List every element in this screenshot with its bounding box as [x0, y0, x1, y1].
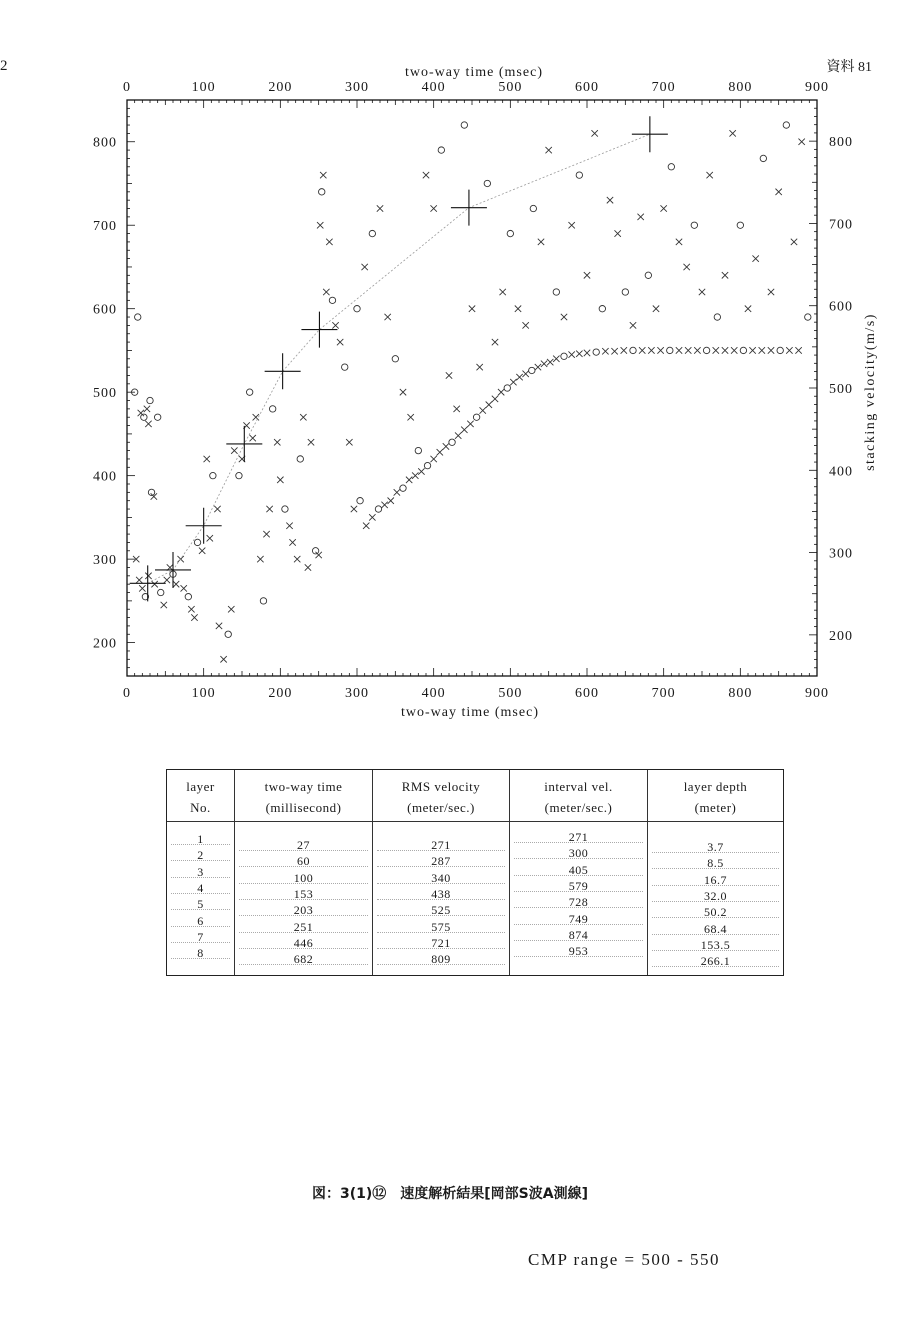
interval-vel-cell: 271 [510, 830, 647, 844]
semblance-point-cross [145, 573, 151, 579]
semblance-point-cross [286, 523, 292, 529]
rms-velocity-cell: 809 [373, 952, 509, 966]
velocity-pick-marker [632, 116, 668, 152]
semblance-point-circle [783, 122, 789, 128]
semblance-point-cross [181, 585, 187, 591]
page-label-right: 資料 81 [826, 60, 872, 75]
semblance-point-cross [430, 456, 436, 462]
semblance-point-cross [305, 564, 311, 570]
two-way-time-cell: 100 [235, 871, 372, 885]
semblance-point-cross [699, 289, 705, 295]
semblance-point-cross [657, 347, 663, 353]
two-way-time-cell: 27 [235, 838, 372, 852]
two-way-time-cell: 446 [235, 936, 372, 950]
semblance-point-cross [332, 322, 338, 328]
semblance-point-cross [795, 347, 801, 353]
semblance-point-cross [407, 414, 413, 420]
semblance-point-circle [740, 347, 746, 353]
semblance-point-circle [194, 539, 200, 545]
semblance-point-cross [541, 361, 547, 367]
semblance-point-cross [204, 456, 210, 462]
x-tick-label-bottom: 500 [498, 686, 523, 701]
semblance-point-circle [530, 205, 536, 211]
semblance-point-circle [158, 589, 164, 595]
semblance-point-cross [144, 406, 150, 412]
two-way-time-cell: 251 [235, 920, 372, 934]
semblance-point-cross [498, 389, 504, 395]
semblance-point-circle [135, 314, 141, 320]
two-way-time-cell: 60 [235, 854, 372, 868]
semblance-point-circle [691, 222, 697, 228]
y-axis-label-right: stacking velocity(m/s) [863, 313, 878, 471]
interval-vel-cell: 579 [510, 879, 647, 893]
layer-no-cell: 6 [167, 914, 234, 928]
layer-depth-cell: 153.5 [648, 938, 783, 952]
page-number-left: 2 [0, 58, 8, 74]
semblance-point-cross [363, 523, 369, 529]
semblance-point-circle [553, 289, 559, 295]
semblance-point-cross [713, 347, 719, 353]
layer-no-cell: 5 [167, 897, 234, 911]
semblance-point-cross [553, 356, 559, 362]
semblance-point-circle [484, 180, 490, 186]
x-tick-label-bottom: 0 [123, 686, 131, 701]
semblance-point-circle [236, 472, 242, 478]
semblance-point-cross [515, 305, 521, 311]
semblance-point-circle [424, 462, 430, 468]
semblance-point-circle [210, 472, 216, 478]
semblance-point-circle [667, 347, 673, 353]
header-layer-no: layer No. [167, 770, 235, 822]
semblance-point-cross [369, 514, 375, 520]
x-axis-label-top: two-way time (msec) [405, 65, 543, 80]
y-tick-label-left: 700 [93, 219, 117, 235]
semblance-point-cross [591, 130, 597, 136]
semblance-point-cross [216, 623, 222, 629]
layer-no-cell: 2 [167, 848, 234, 862]
semblance-point-cross [791, 239, 797, 245]
semblance-point-circle [147, 397, 153, 403]
x-axis-label-bottom: two-way time (msec) [401, 705, 539, 720]
semblance-point-cross [568, 351, 574, 357]
semblance-point-cross [706, 172, 712, 178]
x-ticks-top [123, 80, 829, 108]
two-way-time-cell: 153 [235, 887, 372, 901]
semblance-point-cross [486, 401, 492, 407]
semblance-point-cross [145, 421, 151, 427]
semblance-point-cross [220, 656, 226, 662]
semblance-point-circle [645, 272, 651, 278]
semblance-point-circle [246, 389, 252, 395]
semblance-point-cross [136, 577, 142, 583]
semblance-point-cross [676, 347, 682, 353]
semblance-point-circle [369, 230, 375, 236]
x-ticks-bottom [123, 668, 829, 701]
semblance-point-circle [329, 297, 335, 303]
semblance-point-circle [297, 456, 303, 462]
semblance-point-cross [660, 205, 666, 211]
x-tick-label-top: 200 [268, 80, 293, 95]
semblance-point-cross [164, 577, 170, 583]
two-way-time-cell: 682 [235, 952, 372, 966]
y-tick-label-right: 700 [829, 217, 853, 233]
semblance-point-circle [668, 164, 674, 170]
semblance-point-cross [522, 322, 528, 328]
semblance-point-circle [593, 349, 599, 355]
semblance-point-circle [449, 439, 455, 445]
x-tick-label-bottom: 200 [268, 686, 293, 701]
semblance-point-circle [599, 305, 605, 311]
semblance-point-cross [412, 472, 418, 478]
rms-velocity-cell: 271 [373, 838, 509, 852]
plot-frame [127, 100, 817, 676]
semblance-point-cross [676, 239, 682, 245]
x-tick-label-bottom: 400 [421, 686, 446, 701]
semblance-point-circle [415, 447, 421, 453]
y-tick-label-right: 500 [829, 382, 853, 397]
semblance-point-cross [346, 439, 352, 445]
semblance-point-cross [492, 339, 498, 345]
layer-depth-cell: 3.7 [648, 840, 783, 854]
semblance-point-cross [614, 230, 620, 236]
semblance-point-circle [507, 230, 513, 236]
semblance-point-cross [263, 531, 269, 537]
semblance-point-circle [357, 497, 363, 503]
semblance-point-cross [406, 477, 412, 483]
layer-table [166, 769, 784, 976]
semblance-point-cross [480, 407, 486, 413]
column-rms-velocity [373, 822, 510, 975]
column-interval-vel [510, 822, 648, 975]
interval-vel-cell: 300 [510, 846, 647, 860]
x-tick-label-bottom: 100 [191, 686, 216, 701]
semblance-point-circle [777, 347, 783, 353]
semblance-point-cross [516, 374, 522, 380]
layer-depth-cell: 8.5 [648, 856, 783, 870]
semblance-point-cross [648, 347, 654, 353]
interval-vel-cell: 728 [510, 895, 647, 909]
semblance-point-circle [392, 356, 398, 362]
column-two-way-time [235, 822, 373, 975]
y-tick-label-right: 600 [829, 299, 853, 315]
semblance-point-cross [602, 348, 608, 354]
semblance-point-cross [337, 339, 343, 345]
semblance-point-cross [729, 130, 735, 136]
rms-velocity-cell: 287 [373, 854, 509, 868]
semblance-point-cross [300, 414, 306, 420]
cmp-range: CMP range = 500 - 550 [528, 1250, 721, 1269]
semblance-point-cross [326, 239, 332, 245]
semblance-point-circle [529, 367, 535, 373]
semblance-point-cross [535, 364, 541, 370]
semblance-point-cross [611, 348, 617, 354]
y-tick-label-left: 500 [93, 386, 117, 402]
semblance-point-cross [621, 347, 627, 353]
semblance-point-cross [274, 439, 280, 445]
velocity-pick-marker [155, 552, 191, 588]
semblance-point-circle [154, 414, 160, 420]
semblance-point-cross [607, 197, 613, 203]
velocity-pick-marker [265, 353, 301, 389]
rms-velocity-cell: 575 [373, 920, 509, 934]
semblance-point-cross [510, 379, 516, 385]
semblance-point-circle [354, 305, 360, 311]
semblance-point-cross [469, 305, 475, 311]
semblance-point-cross [384, 314, 390, 320]
semblance-point-cross [547, 359, 553, 365]
semblance-point-cross [775, 189, 781, 195]
semblance-point-cross [749, 347, 755, 353]
semblance-point-cross [231, 447, 237, 453]
semblance-point-circle [473, 414, 479, 420]
semblance-point-circle [805, 314, 811, 320]
semblance-point-cross [461, 427, 467, 433]
semblance-point-cross [568, 222, 574, 228]
semblance-point-cross [653, 305, 659, 311]
semblance-point-cross [683, 264, 689, 270]
semblance-point-cross [430, 205, 436, 211]
semblance-point-cross [584, 272, 590, 278]
semblance-point-cross [308, 439, 314, 445]
semblance-point-cross [207, 535, 213, 541]
velocity-pick-marker [301, 312, 337, 348]
velocity-pick-marker [451, 190, 487, 226]
layer-depth-cell: 32.0 [648, 889, 783, 903]
semblance-point-cross [561, 314, 567, 320]
semblance-point-cross [722, 272, 728, 278]
velocity-pick-marker [226, 426, 262, 462]
layer-no-cell: 7 [167, 930, 234, 944]
interval-vel-cell: 749 [510, 912, 647, 926]
rms-velocity-cell: 721 [373, 936, 509, 950]
semblance-point-cross [161, 602, 167, 608]
semblance-point-cross [731, 347, 737, 353]
semblance-point-cross [722, 347, 728, 353]
y-tick-label-left: 200 [93, 636, 117, 652]
semblance-point-cross [423, 172, 429, 178]
x-tick-label-bottom: 300 [345, 686, 369, 701]
header-layer-depth: layer depth (meter) [648, 770, 783, 822]
semblance-point-cross [388, 497, 394, 503]
layer-depth-cell: 16.7 [648, 873, 783, 887]
semblance-point-circle [630, 347, 636, 353]
semblance-point-cross [151, 581, 157, 587]
x-tick-label-top: 500 [498, 80, 523, 95]
semblance-point-circle [375, 506, 381, 512]
two-way-time-cell: 203 [235, 903, 372, 917]
x-tick-label-top: 900 [805, 80, 829, 95]
semblance-point-cross [394, 489, 400, 495]
semblance-point-cross [476, 364, 482, 370]
semblance-point-cross [400, 389, 406, 395]
semblance-point-circle [703, 347, 709, 353]
y-ticks-left [93, 100, 135, 668]
semblance-point-circle [400, 485, 406, 491]
semblance-point-circle [141, 414, 147, 420]
semblance-point-cross [685, 347, 691, 353]
x-tick-label-bottom: 800 [728, 686, 753, 701]
column-layer-depth [648, 822, 783, 975]
semblance-point-circle [185, 593, 191, 599]
semblance-point-circle [282, 506, 288, 512]
y-tick-label-left: 600 [93, 302, 117, 318]
semblance-point-cross [139, 585, 145, 591]
y-tick-label-right: 400 [829, 464, 853, 480]
semblance-point-circle [438, 147, 444, 153]
x-tick-label-bottom: 600 [575, 686, 599, 701]
x-tick-label-top: 700 [651, 80, 676, 95]
semblance-point-cross [289, 539, 295, 545]
rms-velocity-cell: 340 [373, 871, 509, 885]
semblance-point-circle [269, 406, 275, 412]
semblance-point-cross [320, 172, 326, 178]
semblance-point-cross [768, 347, 774, 353]
semblance-point-cross [576, 351, 582, 357]
column-layer-no [167, 822, 235, 975]
semblance-point-cross [228, 606, 234, 612]
semblance-point-cross [361, 264, 367, 270]
x-tick-label-bottom: 900 [805, 686, 829, 701]
y-ticks-right [809, 100, 853, 668]
semblance-point-cross [694, 347, 700, 353]
semblance-point-cross [257, 556, 263, 562]
semblance-point-cross [584, 350, 590, 356]
semblance-point-cross [786, 347, 792, 353]
semblance-point-cross [199, 548, 205, 554]
x-tick-label-bottom: 700 [651, 686, 676, 701]
semblance-point-cross [637, 214, 643, 220]
layer-no-cell: 1 [167, 832, 234, 846]
semblance-point-circle [312, 548, 318, 554]
semblance-point-cross [455, 432, 461, 438]
semblance-point-cross [437, 449, 443, 455]
semblance-point-circle [461, 122, 467, 128]
semblance-point-cross [191, 614, 197, 620]
semblance-point-cross [752, 255, 758, 261]
x-tick-label-top: 600 [575, 80, 599, 95]
y-tick-label-right: 800 [829, 135, 853, 151]
semblance-point-cross [768, 289, 774, 295]
semblance-point-circle [622, 289, 628, 295]
semblance-point-circle [576, 172, 582, 178]
layer-no-cell: 8 [167, 946, 234, 960]
semblance-point-circle [760, 155, 766, 161]
layer-no-cell: 3 [167, 865, 234, 879]
rms-velocity-cell: 525 [373, 903, 509, 917]
semblance-point-cross [453, 406, 459, 412]
semblance-point-cross [798, 139, 804, 145]
header-two-way-time: two-way time (millisecond) [235, 770, 373, 822]
semblance-point-cross [745, 305, 751, 311]
semblance-point-cross [492, 396, 498, 402]
y-tick-label-right: 200 [829, 628, 853, 644]
y-tick-label-left: 400 [93, 469, 117, 485]
semblance-point-cross [759, 347, 765, 353]
semblance-point-circle [737, 222, 743, 228]
semblance-point-circle [342, 364, 348, 370]
layer-depth-cell: 68.4 [648, 922, 783, 936]
semblance-points [131, 122, 811, 663]
semblance-point-circle [319, 189, 325, 195]
layer-no-cell: 4 [167, 881, 234, 895]
x-tick-label-top: 400 [421, 80, 446, 95]
x-tick-label-top: 0 [123, 80, 131, 95]
layer-depth-cell: 266.1 [648, 954, 783, 968]
x-tick-label-top: 100 [191, 80, 216, 95]
semblance-point-cross [467, 421, 473, 427]
interval-vel-cell: 953 [510, 944, 647, 958]
semblance-point-cross [266, 506, 272, 512]
rms-velocity-cell: 438 [373, 887, 509, 901]
semblance-point-cross [323, 289, 329, 295]
semblance-point-cross [214, 506, 220, 512]
semblance-point-cross [377, 205, 383, 211]
semblance-point-cross [630, 322, 636, 328]
semblance-point-circle [561, 353, 567, 359]
semblance-point-cross [351, 506, 357, 512]
semblance-point-cross [294, 556, 300, 562]
semblance-point-cross [188, 606, 194, 612]
interval-vel-cell: 405 [510, 863, 647, 877]
semblance-point-cross [443, 443, 449, 449]
semblance-point-cross [446, 372, 452, 378]
semblance-point-cross [418, 468, 424, 474]
semblance-point-cross [499, 289, 505, 295]
semblance-point-cross [317, 222, 323, 228]
header-rms-velocity: RMS velocity (meter/sec.) [373, 770, 510, 822]
x-tick-label-top: 300 [345, 80, 369, 95]
y-tick-label-right: 300 [829, 546, 853, 562]
semblance-point-circle [504, 385, 510, 391]
semblance-point-circle [260, 598, 266, 604]
velocity-analysis-chart [0, 60, 900, 720]
semblance-point-cross [522, 371, 528, 377]
semblance-point-cross [277, 477, 283, 483]
header-interval-vel: interval vel. (meter/sec.) [510, 770, 648, 822]
x-tick-label-top: 800 [728, 80, 753, 95]
layer-depth-cell: 50.2 [648, 905, 783, 919]
semblance-point-cross [253, 414, 259, 420]
semblance-point-circle [225, 631, 231, 637]
semblance-point-cross [545, 147, 551, 153]
semblance-point-circle [714, 314, 720, 320]
semblance-point-cross [538, 239, 544, 245]
figure-caption: 図：3(1)⑫ 速度解析結果[岡部S波A測線] [312, 1186, 588, 1202]
velocity-pick-marker [186, 508, 222, 544]
semblance-point-cross [381, 502, 387, 508]
y-tick-label-left: 800 [93, 135, 117, 151]
semblance-point-cross [250, 435, 256, 441]
semblance-point-cross [639, 347, 645, 353]
semblance-point-cross [173, 581, 179, 587]
y-tick-label-left: 300 [93, 553, 117, 569]
interval-vel-cell: 874 [510, 928, 647, 942]
